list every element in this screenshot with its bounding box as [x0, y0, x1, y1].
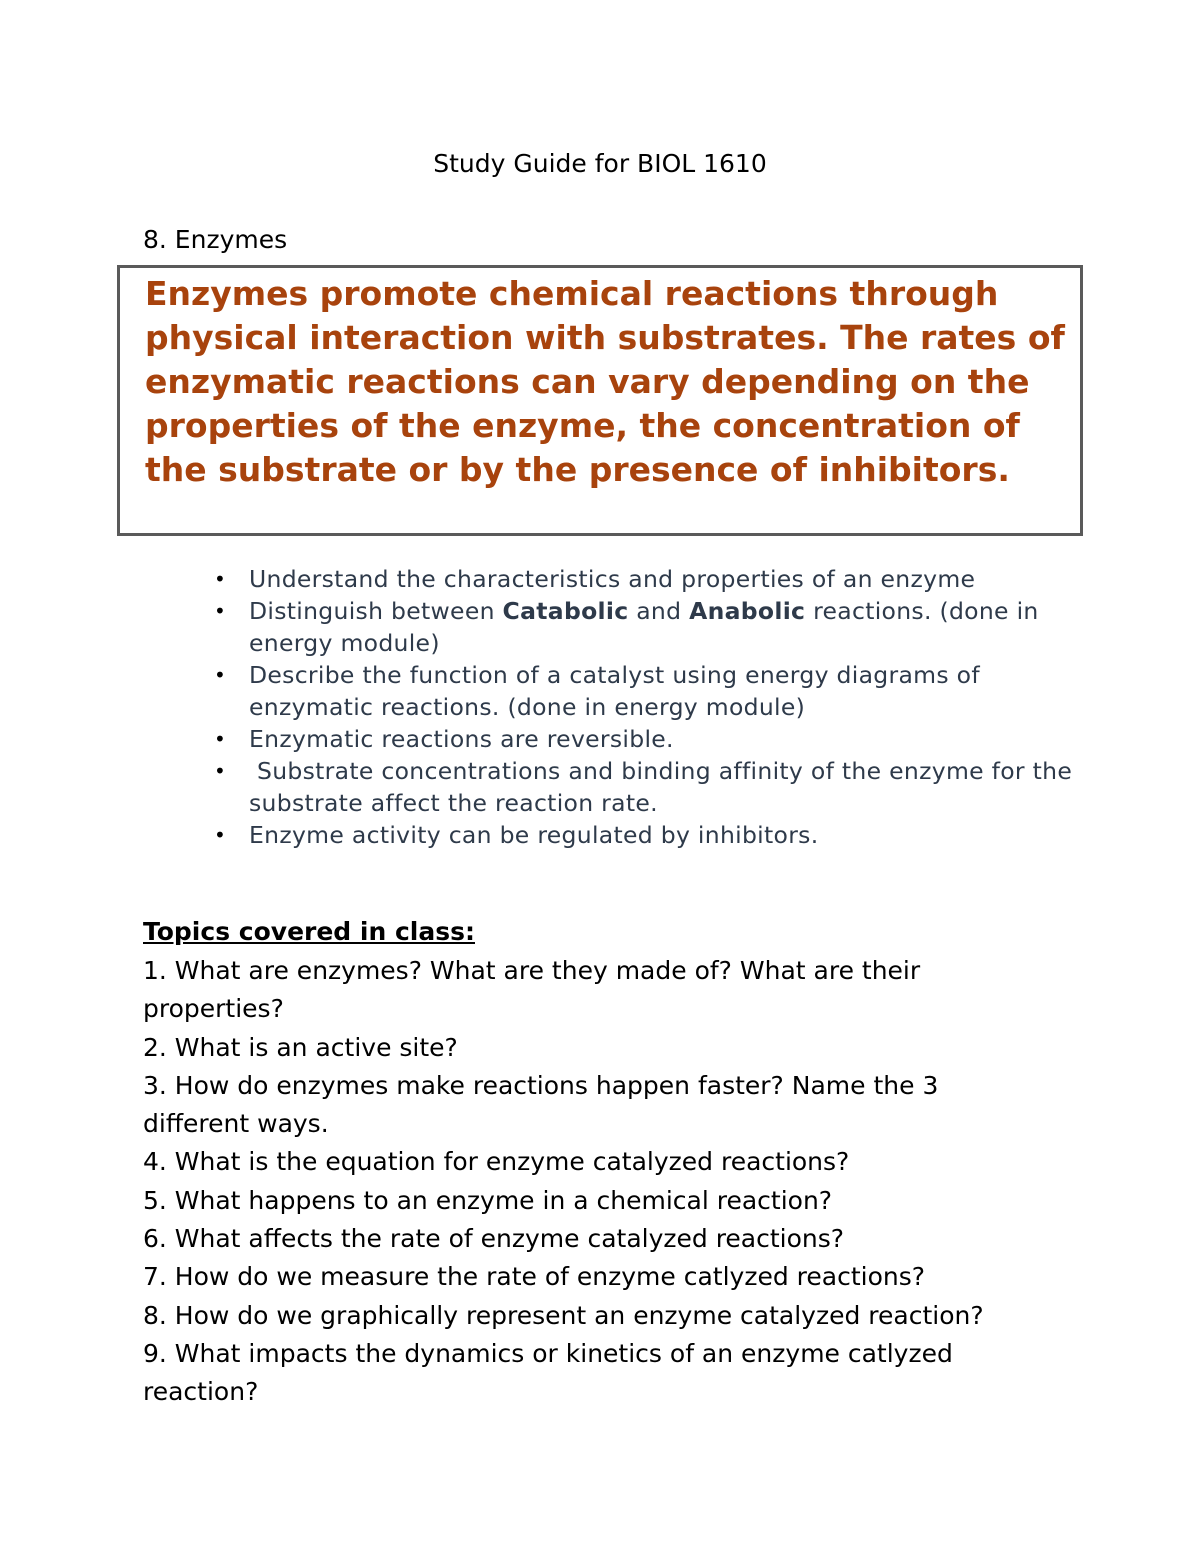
objective-text: Enzymatic reactions are reversible. — [249, 725, 674, 753]
catabolic-term: Catabolic — [502, 597, 629, 625]
topic-item: 9. What impacts the dynamics or kinetics of an enzyme catlyzed reaction? — [143, 1338, 953, 1407]
objective-text-post: reactions. (done in energy module) — [249, 597, 1039, 657]
bullet-icon: • — [213, 599, 227, 623]
topic-item: 3. How do enzymes make reactions happen faster? Name the 3 different ways. — [143, 1070, 939, 1139]
topic-item: 7. How do we measure the rate of enzyme catlyzed reactions? — [143, 1262, 926, 1292]
section-heading: 8. Enzymes — [143, 225, 288, 254]
objective-box — [117, 265, 1083, 536]
topic-item: 1. What are enzymes? What are they made of? What are their properties? — [143, 956, 921, 1024]
objective-text: Enzyme activity can be regulated by inhibitors. — [249, 821, 819, 849]
anabolic-term: Anabolic — [689, 597, 806, 625]
topic-item: 5. What happens to an enzyme in a chemical reaction? — [143, 1185, 833, 1215]
topics-list — [143, 952, 1023, 1412]
objective-text: Understand the characteristics and properties of an enzyme — [249, 565, 976, 593]
objective-item — [213, 723, 1073, 755]
bullet-icon: • — [213, 567, 227, 591]
bullet-icon: • — [213, 727, 227, 751]
page-title: Study Guide for BIOL 1610 — [433, 149, 767, 178]
objective-item — [213, 659, 1073, 723]
learning-objectives-list — [213, 563, 1073, 851]
topic-item: 4. What is the equation for enzyme catalyzed reactions? — [143, 1147, 850, 1177]
topics-heading: Topics covered in class: — [143, 917, 475, 946]
objective-item — [213, 595, 1073, 659]
objective-text-pre: Distinguish between — [249, 597, 503, 625]
objective-text: Describe the function of a catalyst using energy diagrams of enzymatic reactions. (done in energy module) — [249, 661, 980, 721]
topic-item: 6. What affects the rate of enzyme catalyzed reactions? — [143, 1224, 845, 1254]
objective-item — [213, 819, 1073, 851]
bullet-icon: • — [213, 823, 227, 847]
bullet-icon: • — [213, 663, 227, 687]
objective-text: Substrate concentrations and binding affinity of the enzyme for the substrate affect the reaction rate. — [249, 757, 1073, 817]
objective-text-mid: and — [628, 597, 690, 625]
objective-statement: Enzymes promote chemical reactions through physical interaction with substrates. The rates of enzymatic reactions can vary depending on the properties of the enzyme, the concentration of the substrate or by the presence of inhibitors. — [145, 274, 1065, 489]
topic-item: 8. How do we graphically represent an enzyme catalyzed reaction? — [143, 1300, 984, 1330]
topic-item: 2. What is an active site? — [143, 1032, 458, 1062]
objective-item — [213, 563, 1073, 595]
bullet-icon: • — [213, 759, 227, 783]
objective-item — [213, 755, 1073, 819]
